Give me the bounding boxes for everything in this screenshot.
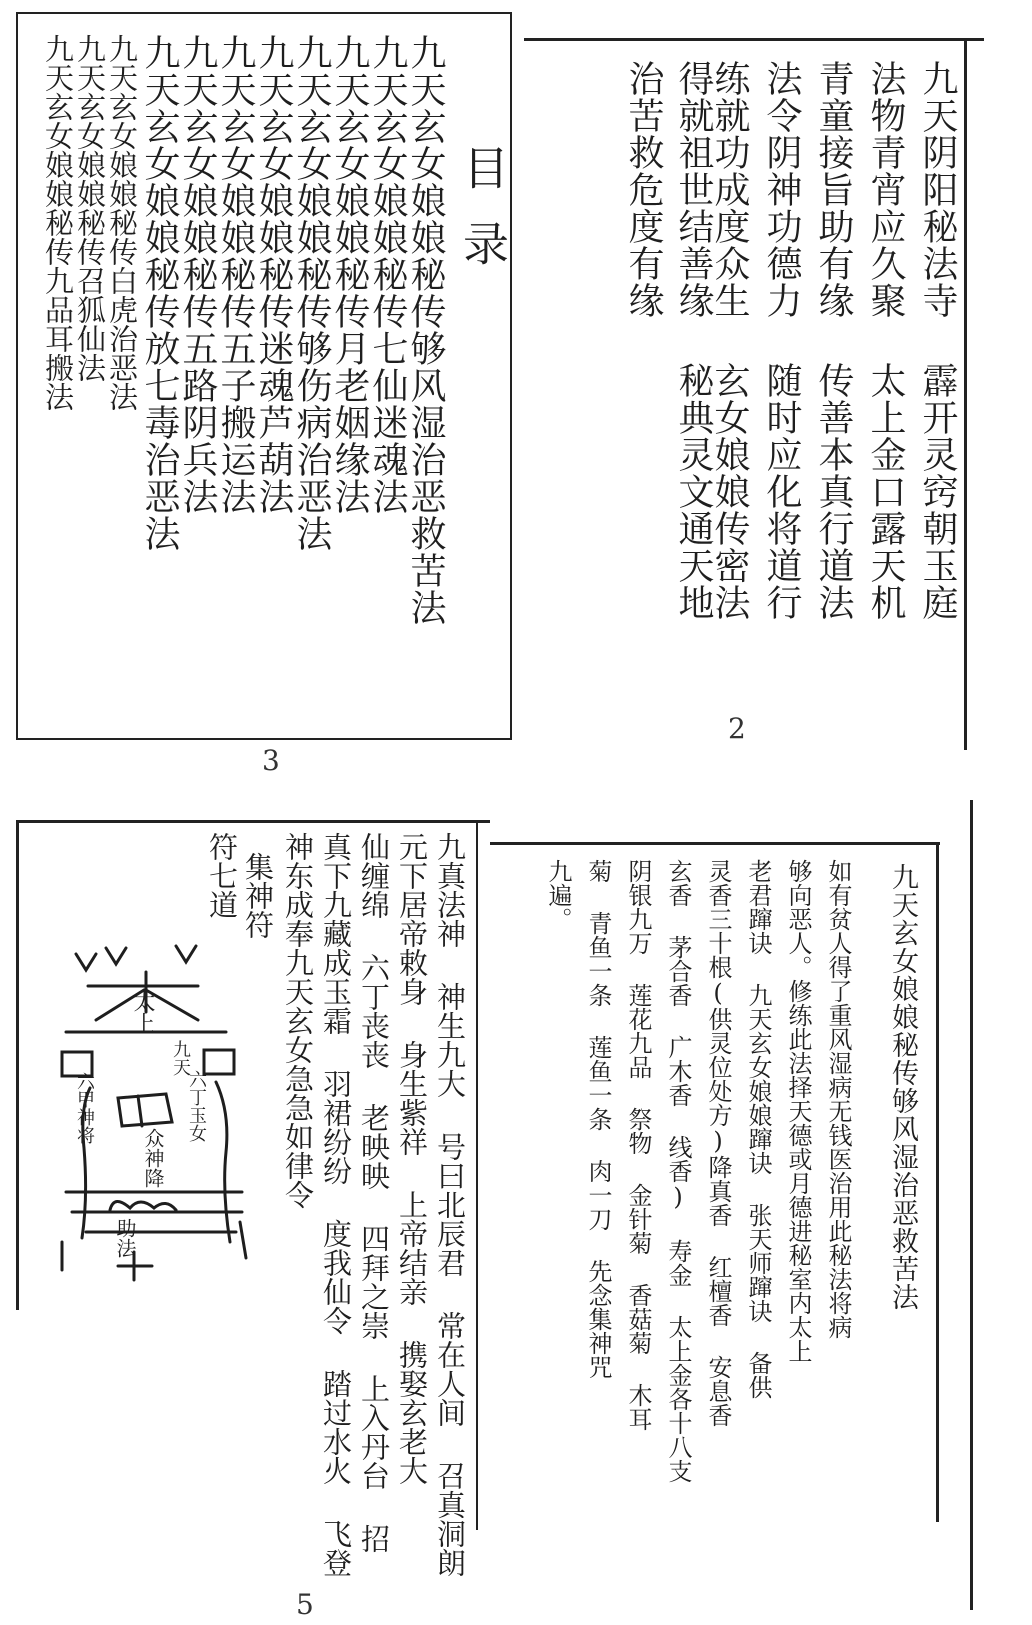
verse-1-upper: 九天阴阳秘法寺: [917, 60, 958, 319]
page-3: [16, 12, 512, 740]
toc-entry-11: 九天玄女娘娘秘传九品耳搬法: [41, 34, 75, 411]
verse-5-upper: 练就功成度众生: [709, 60, 750, 319]
page-number-5: 5: [296, 1588, 314, 1621]
verse-3-upper: 青童接旨助有缘: [813, 60, 854, 319]
verse-4-lower: 随时应化将道行: [761, 362, 802, 621]
talisman-label-right: 六丁玉女: [186, 1070, 207, 1142]
toc-entry-6: 九天玄女娘娘秘传五子搬运法: [215, 34, 256, 515]
page-5: [16, 822, 476, 1577]
toc-entry-10: 九天玄女娘娘秘传召狐仙法: [73, 34, 107, 382]
incantation-line-4: 真下九藏成玉霜 羽裙纷纷 度我仙令 踏过水火 飞登: [319, 832, 353, 1577]
toc-entry-1: 九天玄女娘娘秘传够风湿治恶救苦法: [405, 34, 446, 626]
incantation-line-5: 神东成奉九天玄女急急如律令: [281, 832, 315, 1209]
body-line-5: 玄香 茅合香 广木香 线香) 寿金 太上金各十八支: [664, 859, 692, 1483]
body-line-2: 够向恶人。修练此法择天德或月德进秘室内太上: [784, 859, 812, 1363]
body-line-1: 如有贫人得了重风湿病无钱医治用此秘法将病: [824, 859, 852, 1339]
toc-entry-5: 九天玄女娘娘秘传迷魂芦葫法: [253, 34, 294, 515]
verse-1-lower: 霹开灵窍朝玉庭: [917, 362, 958, 621]
body-line-8: 九遍。: [544, 859, 572, 931]
verse-6-upper: 得就祖世结善缘: [673, 60, 714, 319]
page-4: [490, 845, 936, 1545]
toc-entry-3: 九天玄女娘娘秘传月老姻缘法: [329, 34, 370, 515]
verse-2-lower: 太上金口露天机: [865, 362, 906, 621]
body-line-4: 灵香三十根(供灵位处方)降真香 红檀香 安息香: [704, 859, 732, 1427]
page-4-right-rule: [936, 842, 939, 1522]
verse-3-lower: 传善本真行道法: [813, 362, 854, 621]
body-line-7: 菊 青鱼一条 莲鱼一条 肉一刀 先念集神咒: [584, 859, 612, 1379]
body-line-3: 老君蹿诀 九天玄女娘娘蹿诀 张天师蹿诀 备供: [744, 859, 772, 1399]
page-5-divider: [476, 820, 478, 1530]
verse-4-upper: 法令阴神功德力: [761, 60, 802, 319]
incantation-line-3: 仙缠绵 六丁丧丧 老映映 四拜之崇 上入丹台 招: [357, 832, 391, 1553]
talisman-label-bottom-b: 助法: [113, 1218, 137, 1258]
toc-entry-7: 九天玄女娘娘秘传五路阴兵法: [177, 34, 218, 515]
toc-entry-2: 九天玄女娘娘秘传七仙迷魂法: [367, 34, 408, 515]
talisman-count: 符七道: [205, 832, 239, 919]
page-2-right-rule: [964, 38, 967, 750]
chapter-title: 九天玄女娘娘秘传够风湿治恶救苦法: [887, 863, 918, 1311]
verse-5-lower: 玄女娘娘传密法: [709, 362, 750, 621]
talisman-caption: 集神符: [241, 852, 275, 939]
verse-7-upper: 治苦救危度有缘: [623, 60, 664, 319]
talisman-label-bottom-a: 众神降: [141, 1128, 165, 1188]
incantation-line-2: 元下居帝敕身 身生紫祥 上帝结亲 携娶玄老大: [395, 832, 429, 1485]
incantation-line-1: 九真法神 神生九大 号曰北辰君 常在人间 召真洞朗: [433, 832, 467, 1577]
verse-6-lower: 秘典灵文通天地: [673, 362, 714, 621]
talisman-label-left: 六甲神将: [74, 1072, 95, 1144]
talisman-label-top: 太上: [130, 990, 155, 1034]
toc-entry-4: 九天玄女娘娘秘传够伤病治恶法: [291, 34, 332, 552]
toc-entry-8: 九天玄女娘娘秘传放七毒治恶法: [139, 34, 180, 552]
verse-2-upper: 法物青宵应久聚: [865, 60, 906, 319]
talisman-label-center: 九天: [170, 1040, 191, 1076]
body-line-6: 阴银九万 莲花九品 祭物 金针菊 香菇菊 木耳: [624, 859, 652, 1431]
toc-title: 目录: [456, 144, 510, 296]
toc-entry-9: 九天玄女娘娘秘传白虎治恶法: [105, 34, 139, 411]
page-4-outer-rule: [970, 800, 973, 1610]
page-number-2: 2: [728, 712, 746, 745]
page-2: [524, 40, 964, 740]
page-number-3: 3: [262, 744, 280, 777]
